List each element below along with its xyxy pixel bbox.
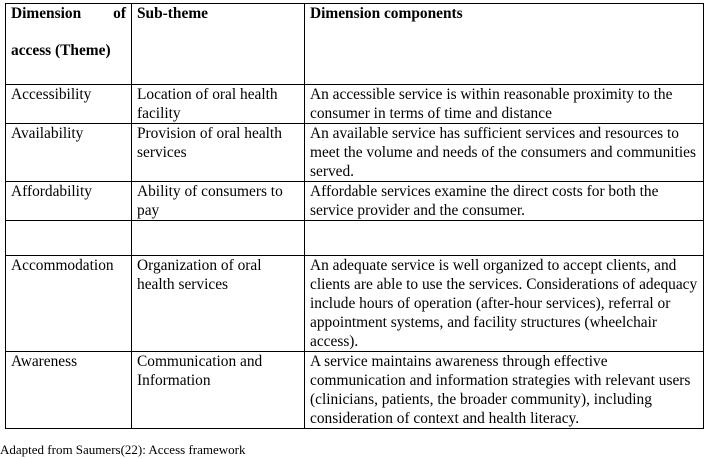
cell-dimension — [6, 221, 132, 256]
cell-subtheme: Ability of consumers to pay — [132, 182, 305, 221]
table-row — [6, 182, 704, 221]
cell-dimension: Awareness — [6, 352, 132, 429]
cell-components: Affordable services examine the direct costs for both the service provider and the consumer. — [305, 182, 704, 221]
header-dimension-components: Dimension components — [305, 4, 704, 85]
table-header-row — [6, 4, 704, 85]
table-row — [6, 85, 704, 124]
cell-dimension: Availability — [6, 124, 132, 182]
cell-components: A service maintains awareness through effective communication and information strategies with relevant users (clinicians, patients, the broader community), including consideration of context and health literacy. — [305, 352, 704, 429]
table-row — [6, 352, 704, 429]
table-row-empty — [6, 221, 704, 256]
table-row — [6, 256, 704, 352]
cell-components — [305, 221, 704, 256]
access-framework-table — [5, 3, 704, 429]
table-row — [6, 124, 704, 182]
cell-components: An adequate service is well organized to accept clients, and clients are able to use the services. Considerations of adequacy include hours of operation (after-hour services), referral or appointment systems, and facility structures (wheelchair access). — [305, 256, 704, 352]
cell-dimension: Accessibility — [6, 85, 132, 124]
cell-dimension: Accommodation — [6, 256, 132, 352]
cell-subtheme: Organization of oral health services — [132, 256, 305, 352]
cell-subtheme: Communication and Information — [132, 352, 305, 429]
cell-dimension: Affordability — [6, 182, 132, 221]
table-caption: Adapted from Saumers(22): Access framework — [0, 442, 246, 457]
cell-subtheme — [132, 221, 305, 256]
cell-components: An accessible service is within reasonable proximity to the consumer in terms of time and distance — [305, 85, 704, 124]
header-of-word: of — [113, 5, 126, 22]
header-access-theme: access (Theme) — [11, 42, 111, 59]
header-dimension-of-access — [6, 4, 132, 85]
header-dimension-word: Dimension — [11, 5, 82, 22]
cell-components: An available service has sufficient services and resources to meet the volume and needs of the consumers and communities served. — [305, 124, 704, 182]
cell-subtheme: Provision of oral health services — [132, 124, 305, 182]
cell-subtheme: Location of oral health facility — [132, 85, 305, 124]
header-sub-theme: Sub-theme — [132, 4, 305, 85]
